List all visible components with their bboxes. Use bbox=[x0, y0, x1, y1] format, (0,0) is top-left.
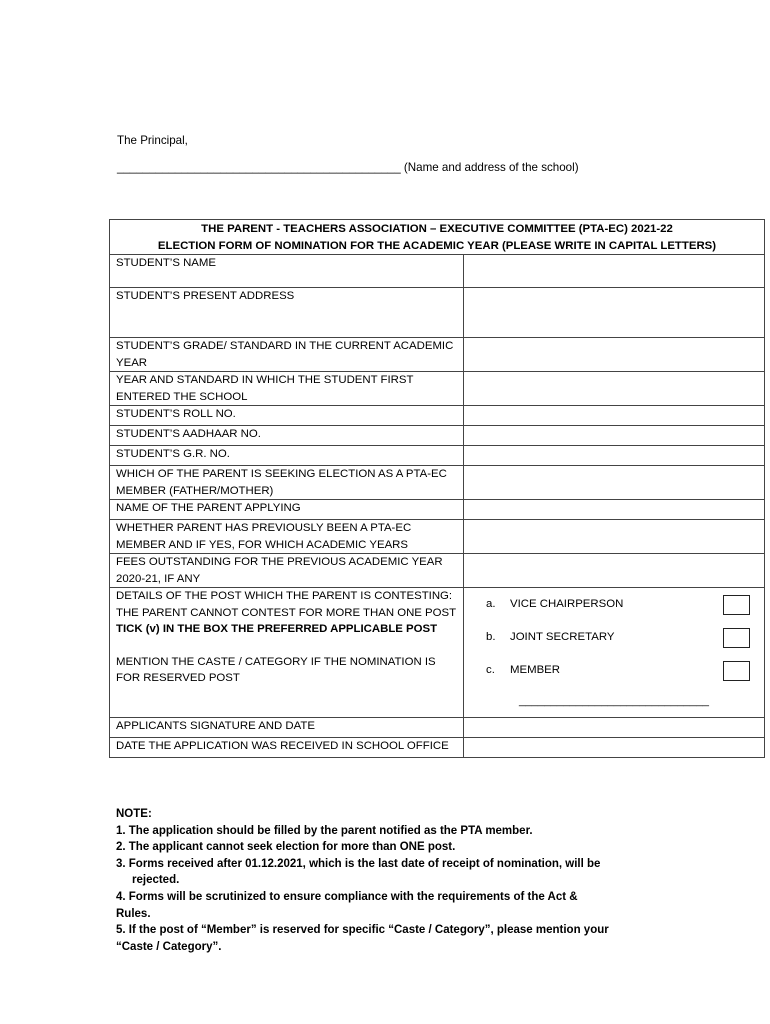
note-item-continued: “Caste / Category”. bbox=[116, 940, 222, 953]
post-option-vice-chairperson[interactable] bbox=[464, 588, 764, 621]
form-row-post-details bbox=[110, 588, 765, 718]
fees-outstanding-field[interactable] bbox=[464, 554, 765, 588]
note-item: 1. The application should be filled by the parent notified as the PTA member. bbox=[116, 824, 533, 837]
row-label: WHETHER PARENT HAS PREVIOUSLY BEEN A PTA-EC MEMBER AND IF YES, FOR WHICH ACADEMIC YEARS bbox=[110, 520, 464, 554]
nomination-form-table bbox=[109, 219, 765, 758]
notes-section bbox=[116, 806, 676, 955]
student-name-field[interactable] bbox=[464, 255, 765, 288]
note-item: 2. The applicant cannot seek election for more than ONE post. bbox=[116, 841, 456, 854]
form-row-grade bbox=[110, 338, 765, 372]
row-label: NAME OF THE PARENT APPLYING bbox=[110, 500, 464, 520]
caste-category-field[interactable]: ______________________________ bbox=[518, 695, 710, 707]
option-letter: b. bbox=[486, 631, 496, 644]
option-name: JOINT SECRETARY bbox=[510, 631, 615, 644]
form-row-student-name bbox=[110, 255, 765, 288]
signature-field[interactable] bbox=[464, 718, 765, 738]
note-item-continued: Rules. bbox=[116, 907, 151, 920]
row-label: YEAR AND STANDARD IN WHICH THE STUDENT FIRST ENTERED THE SCHOOL bbox=[110, 372, 464, 406]
post-restriction-label: THE PARENT CANNOT CONTEST FOR MORE THAN ONE POST bbox=[116, 606, 457, 619]
address-field[interactable] bbox=[464, 288, 765, 338]
row-label: STUDENT’S ROLL NO. bbox=[110, 406, 464, 426]
joint-secretary-checkbox[interactable] bbox=[723, 628, 750, 648]
form-row-received-date bbox=[110, 738, 765, 758]
school-name-address-line[interactable]: ____________________________________________ (Name and address of the school) bbox=[117, 161, 579, 174]
option-name: VICE CHAIRPERSON bbox=[510, 598, 624, 611]
row-label: STUDENT’S G.R. NO. bbox=[110, 446, 464, 466]
form-row-gr-no bbox=[110, 446, 765, 466]
option-letter: c. bbox=[486, 664, 495, 677]
form-row-fees-outstanding bbox=[110, 554, 765, 588]
form-row-parent-name bbox=[110, 500, 765, 520]
addressee-line: The Principal, bbox=[117, 134, 188, 147]
note-item: 4. Forms will be scrutinized to ensure compliance with the requirements of the Act & bbox=[116, 890, 578, 903]
row-label: STUDENT’S PRESENT ADDRESS bbox=[110, 288, 464, 338]
option-name: MEMBER bbox=[510, 664, 560, 677]
previous-member-field[interactable] bbox=[464, 520, 765, 554]
parent-name-field[interactable] bbox=[464, 500, 765, 520]
form-header-row bbox=[110, 220, 765, 255]
note-item-continued: rejected. bbox=[132, 874, 180, 887]
form-title: THE PARENT - TEACHERS ASSOCIATION – EXECUTIVE COMMITTEE (PTA-EC) 2021-22 bbox=[201, 223, 673, 235]
post-tick-instruction: TICK (v) IN THE BOX THE PREFERRED APPLICABLE POST bbox=[116, 623, 438, 635]
row-label: STUDENT’S NAME bbox=[110, 255, 464, 288]
notes-title: NOTE: bbox=[116, 808, 152, 820]
form-row-first-entered bbox=[110, 372, 765, 406]
signature-label: APPLICANTS SIGNATURE AND DATE bbox=[110, 718, 464, 738]
received-date-label: DATE THE APPLICATION WAS RECEIVED IN SCHOOL OFFICE bbox=[110, 738, 464, 758]
member-checkbox[interactable] bbox=[723, 661, 750, 681]
gr-no-field[interactable] bbox=[464, 446, 765, 466]
caste-category-label: MENTION THE CASTE / CATEGORY IF THE NOMINATION IS FOR RESERVED POST bbox=[116, 655, 436, 684]
row-label: WHICH OF THE PARENT IS SEEKING ELECTION AS A PTA-EC MEMBER (FATHER/MOTHER) bbox=[110, 466, 464, 500]
received-date-field[interactable] bbox=[464, 738, 765, 758]
row-label: FEES OUTSTANDING FOR THE PREVIOUS ACADEMIC YEAR 2020-21, IF ANY bbox=[110, 554, 464, 588]
vice-chairperson-checkbox[interactable] bbox=[723, 595, 750, 615]
option-letter: a. bbox=[486, 598, 496, 611]
post-details-label: DETAILS OF THE POST WHICH THE PARENT IS CONTESTING: bbox=[116, 590, 453, 602]
row-label: STUDENT’S AADHAAR NO. bbox=[110, 426, 464, 446]
form-row-parent-seeking bbox=[110, 466, 765, 500]
aadhaar-field[interactable] bbox=[464, 426, 765, 446]
note-item: 3. Forms received after 01.12.2021, which is the last date of receipt of nomination, will be bbox=[116, 857, 601, 870]
form-row-signature bbox=[110, 718, 765, 738]
post-option-member[interactable] bbox=[464, 654, 764, 687]
form-row-address bbox=[110, 288, 765, 338]
form-row-roll-no bbox=[110, 406, 765, 426]
form-subtitle: ELECTION FORM OF NOMINATION FOR THE ACADEMIC YEAR (PLEASE WRITE IN CAPITAL LETTERS) bbox=[157, 239, 717, 252]
grade-field[interactable] bbox=[464, 338, 765, 372]
form-row-previous-member bbox=[110, 520, 765, 554]
post-option-joint-secretary[interactable] bbox=[464, 621, 764, 654]
roll-no-field[interactable] bbox=[464, 406, 765, 426]
parent-seeking-field[interactable] bbox=[464, 466, 765, 500]
first-entered-field[interactable] bbox=[464, 372, 765, 406]
note-item: 5. If the post of “Member” is reserved for specific “Caste / Category”, please mention your bbox=[116, 924, 609, 937]
form-row-aadhaar bbox=[110, 426, 765, 446]
row-label: STUDENT’S GRADE/ STANDARD IN THE CURRENT ACADEMIC YEAR bbox=[110, 338, 464, 372]
